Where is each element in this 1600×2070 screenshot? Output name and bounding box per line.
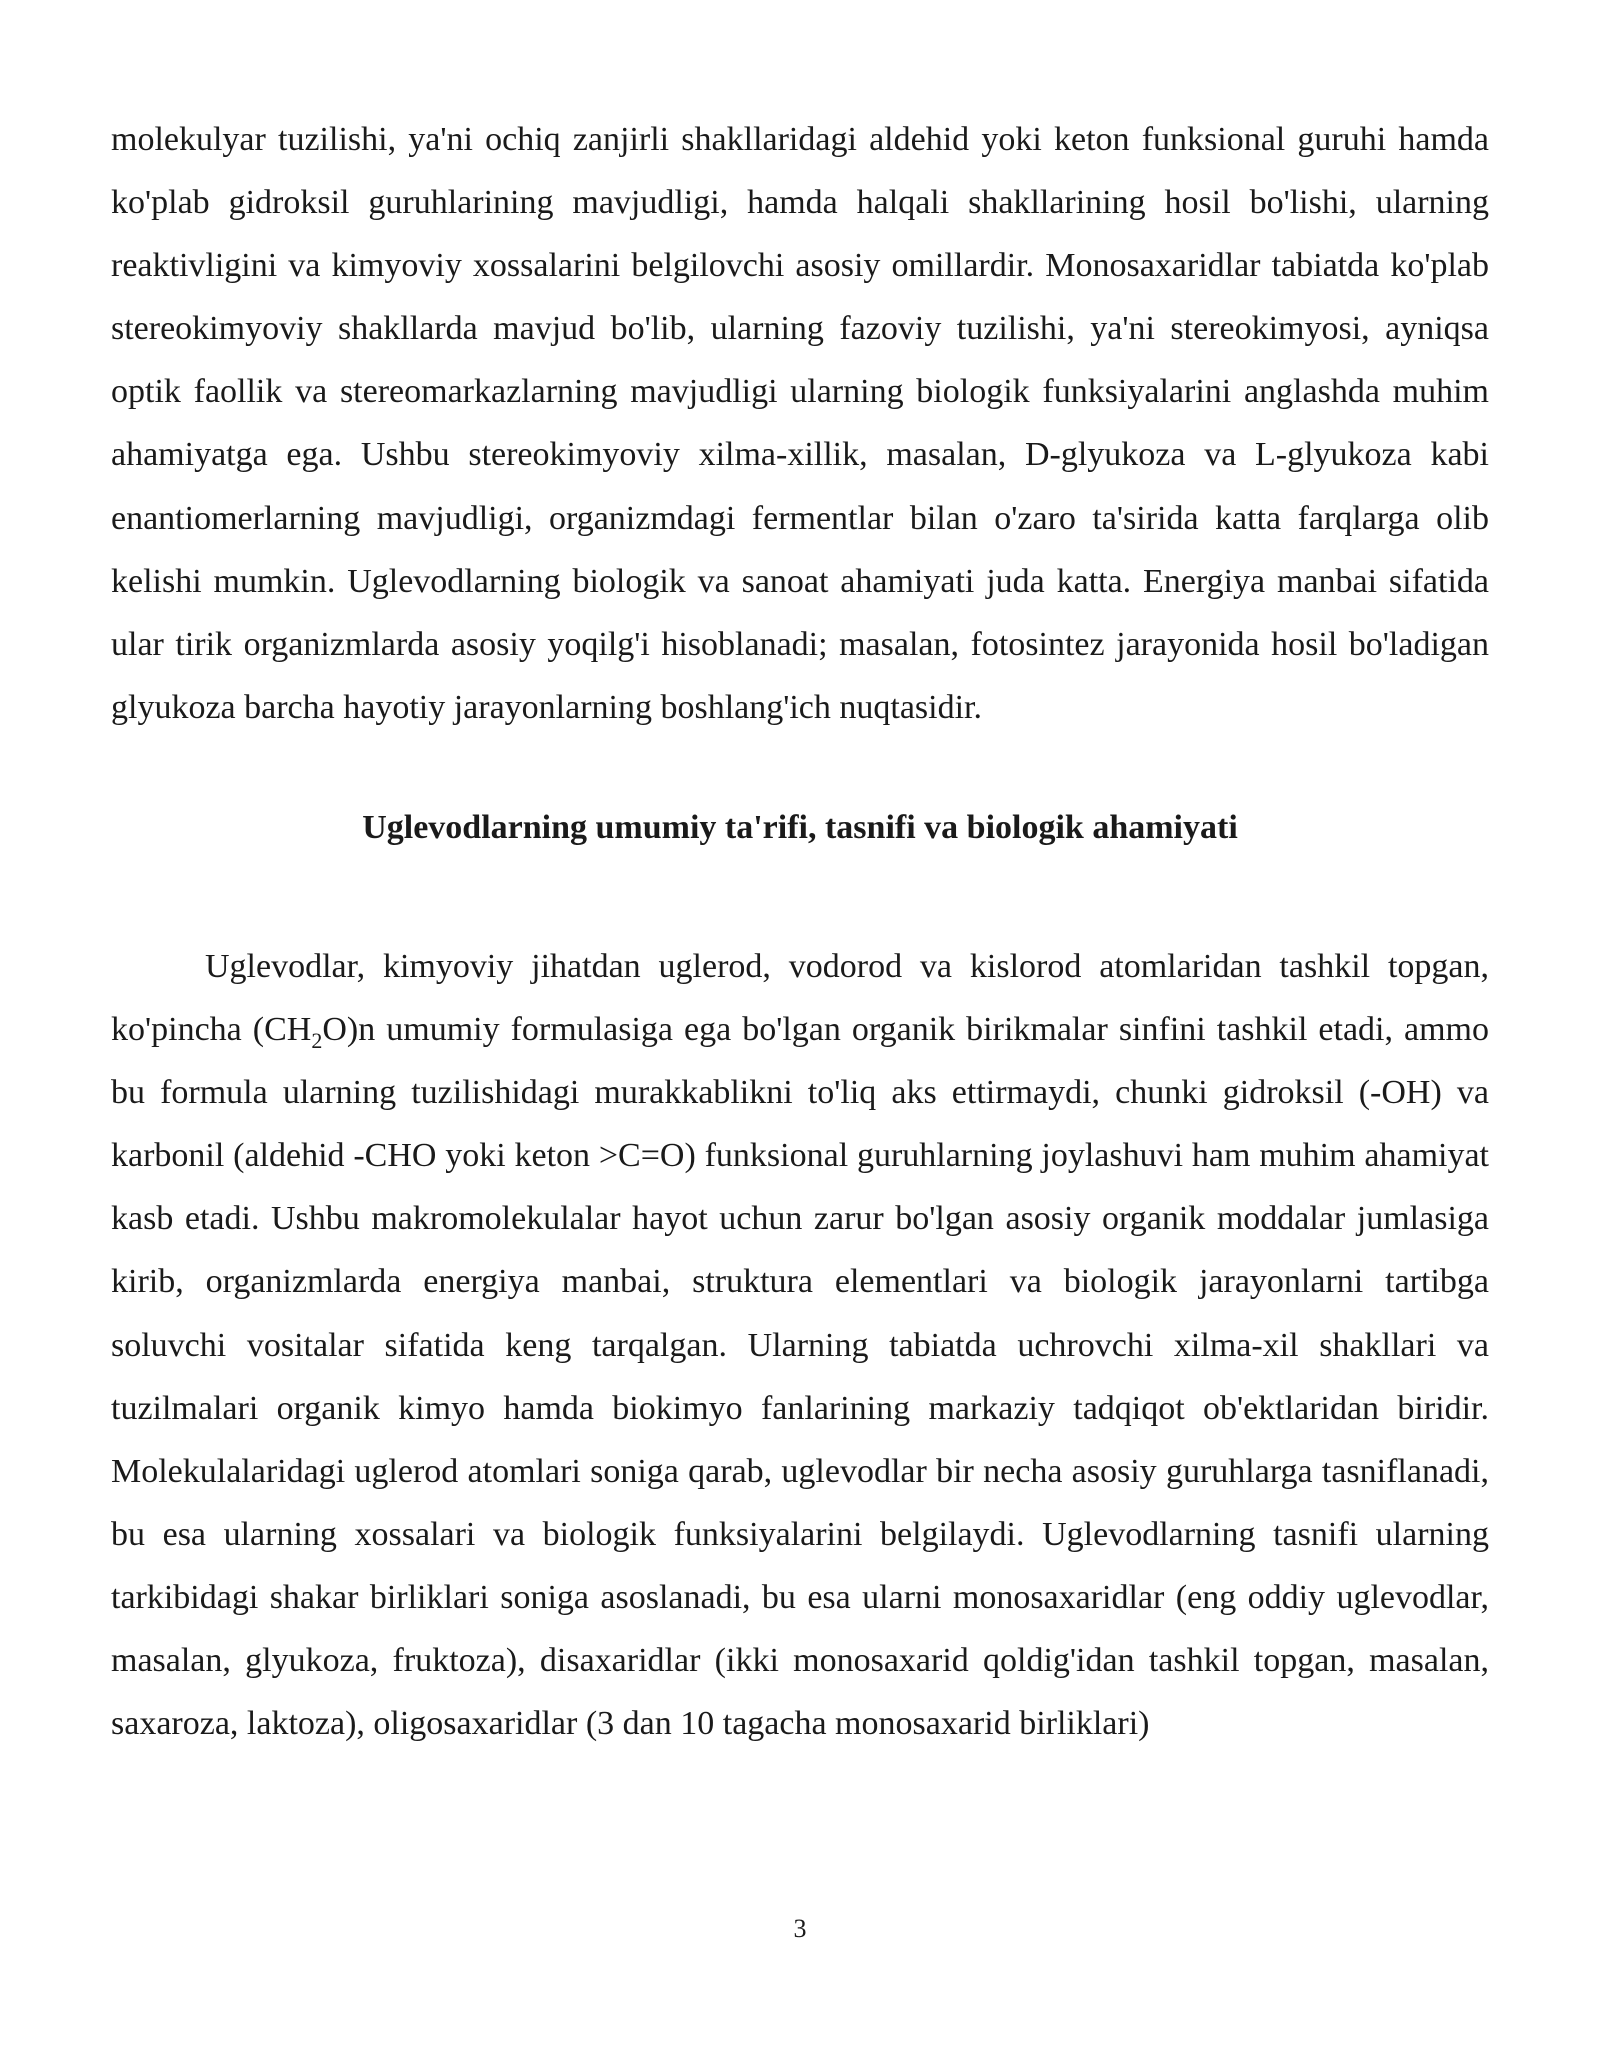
body-paragraph-2 bbox=[111, 935, 1489, 1755]
document-page bbox=[111, 108, 1489, 1755]
paragraph-text-start: Uglevodlar, kimyoviy jihatdan uglerod, vodorod va kislorod atomlaridan tashkil topgan, ko'pincha (CH bbox=[111, 947, 1489, 1049]
page-number: 3 bbox=[793, 1914, 807, 1943]
body-paragraph: molekulyar tuzilishi, ya'ni ochiq zanjirli shakllaridagi aldehid yoki keton funksional guruhi hamda ko'plab gidroksil guruhlarining mavjudligi, hamda halqali shakllarining hosil bo'lishi, ularning reaktivligini va kimyoviy xossalarini belgilovchi asosiy omillardir. Monosaxaridlar tabiatda ko'plab stereokimyoviy shakllarda mavjud bo'lib, ularning fazoviy tuzilishi, ya'ni stereokimyosi, ayniqsa optik faollik va stereomarkazlarning mavjudligi ularning biologik funksiyalarini anglashda muhim ahamiyatga ega. Ushbu stereokimyoviy xilma-xillik, masalan, D-glyukoza va L-glyukoza kabi enantiomerlarning mavjudligi, organizmdagi fermentlar bilan o'zaro ta'sirida katta farqlarga olib kelishi mumkin. Uglevodlarning biologik va sanoat ahamiyati juda katta. Energiya manbai sifatida ular tirik organizmlarda asosiy yoqilg'i hisoblanadi; masalan, fotosintez jarayonida hosil bo'ladigan glyukoza barcha hayotiy jarayonlarning boshlang'ich nuqtasidir. bbox=[111, 121, 1489, 726]
formula-subscript: 2 bbox=[311, 1027, 323, 1053]
section-heading: Uglevodlarning umumiy ta'rifi, tasnifi va biologik ahamiyati bbox=[362, 808, 1238, 846]
paragraph-text-continued: O)n umumiy formulasiga ega bo'lgan organik birikmalar sinfini tashkil etadi, ammo bu formula ularning tuzilishidagi murakkablikni to'liq aks ettirmaydi, chunki gidroksil (-OH) va karbonil (aldehid -CHO yoki keton >C=O) funksional guruhlarning joylashuvi ham muhim ahamiyat kasb etadi. Ushbu makromolekulalar hayot uchun zarur bo'lgan asosiy organik moddalar jumlasiga kirib, organizmlarda energiya manbai, struktura elementlari va biologik jarayonlarni tartibga soluvchi vositalar sifatida keng tarqalgan. Ularning tabiatda uchrovchi xilma-xil shakllari va tuzilmalari organik kimyo hamda biokimyo fanlarining markaziy tadqiqot ob'ektlaridan biridir. Molekulalaridagi uglerod atomlari soniga qarab, uglevodlar bir necha asosiy guruhlarga tasniflanadi, bu esa ularning xossalari va biologik funksiyalarini belgilaydi. Uglevodlarning tasnifi ularning tarkibidagi shakar birliklari soniga asoslanadi, bu esa ularni monosaxaridlar (eng oddiy uglevodlar, masalan, glyukoza, fruktoza), disaxaridlar (ikki monosaxarid qoldig'idan tashkil topgan, masalan, saxaroza, laktoza), oligosaxaridlar (3 dan 10 tagacha monosaxarid birliklari) bbox=[111, 1011, 1489, 1743]
heading-spacer bbox=[111, 859, 1489, 935]
